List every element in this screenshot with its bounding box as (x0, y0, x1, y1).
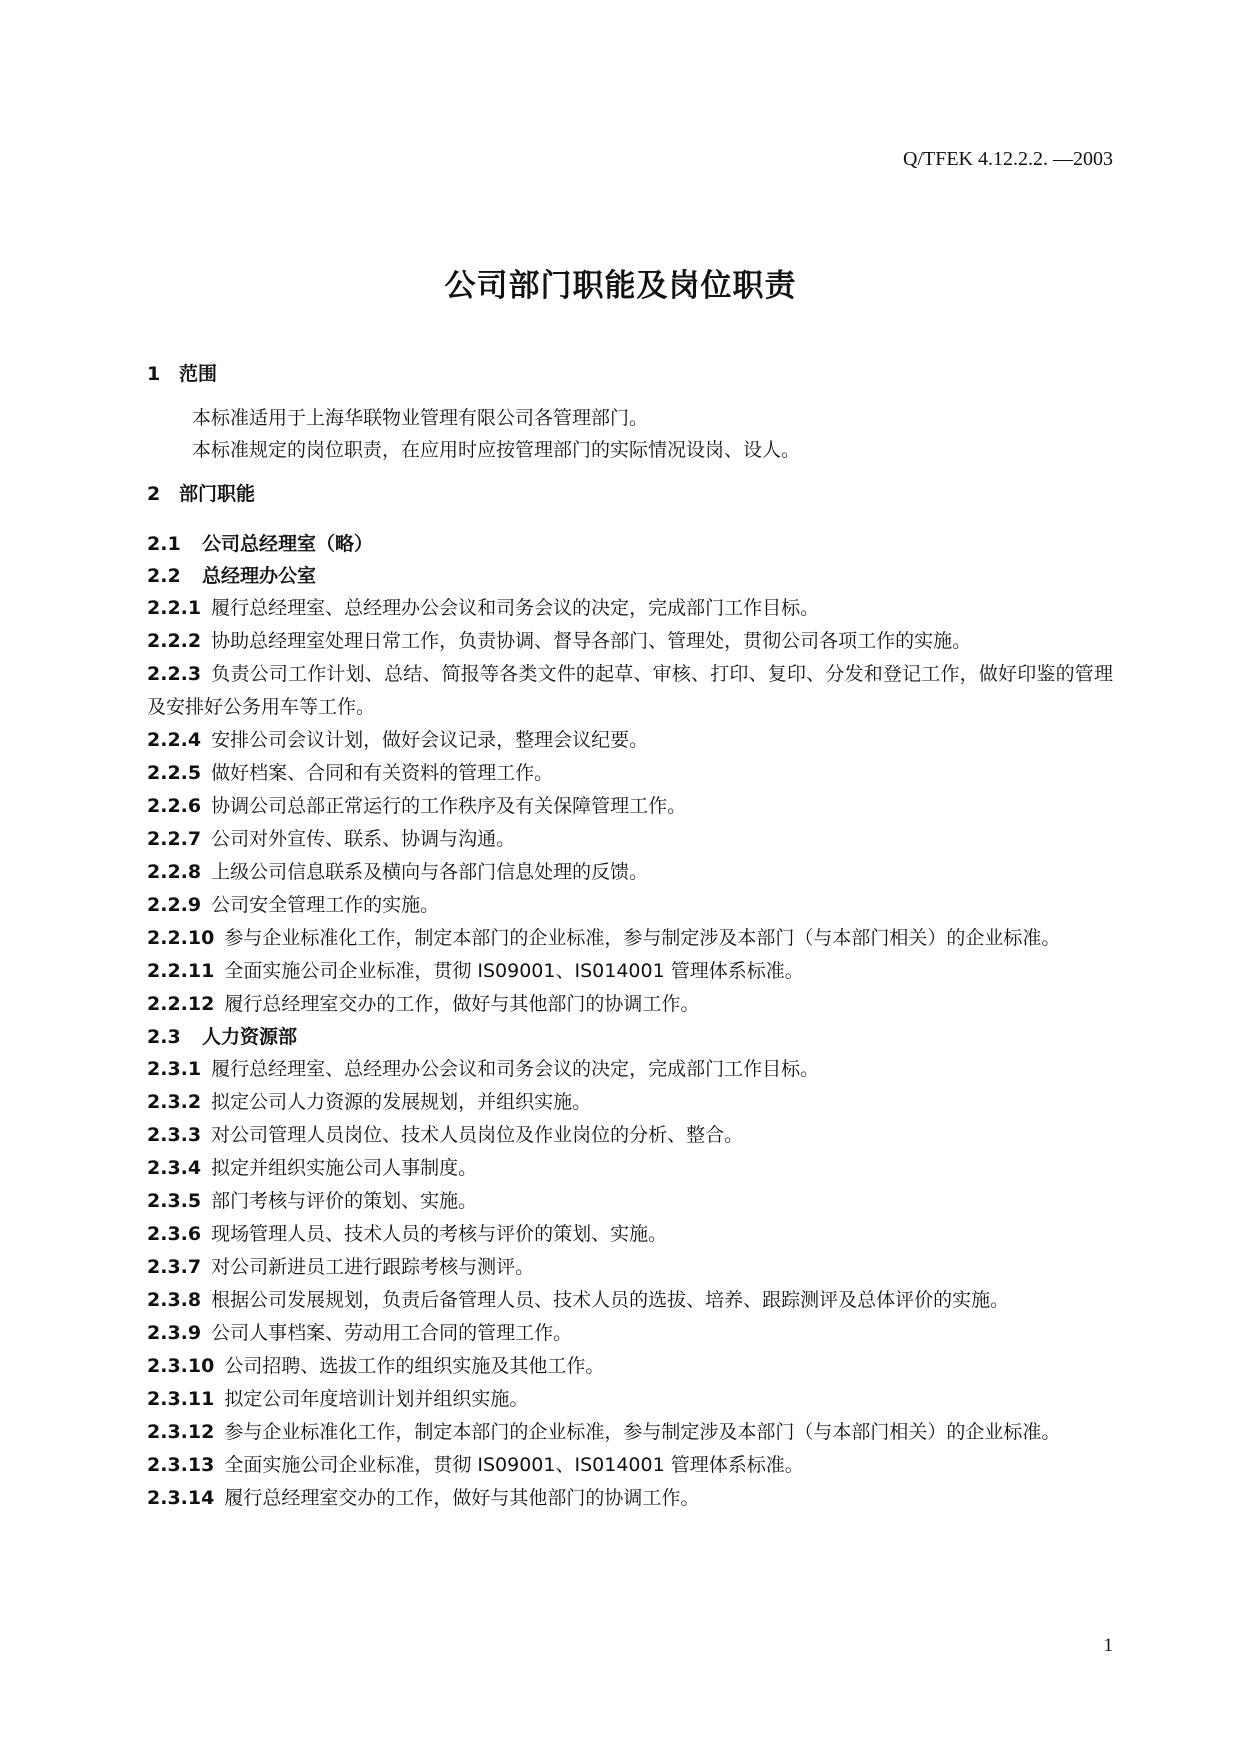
list-item (147, 658, 1113, 724)
subsection-number: 2.3 (147, 1026, 181, 1048)
item-text: 参与企业标准化工作，制定本部门的企业标准，参与制定涉及本部门（与本部门相关）的企业标准。 (224, 927, 1061, 949)
item-number: 2.3.1 (147, 1058, 202, 1080)
item-text: 公司招聘、选拔工作的组织实施及其他工作。 (224, 1355, 605, 1377)
list-item (147, 988, 1113, 1021)
item-number: 2.3.13 (147, 1454, 215, 1476)
document-code: Q/TFEK 4.12.2.2. —2003 (903, 148, 1113, 170)
subsection-number: 2.1 (147, 533, 181, 555)
item-number: 2.2.10 (147, 927, 215, 949)
list-item (147, 922, 1113, 955)
item-number: 2.2.8 (147, 861, 202, 883)
list-item (147, 1317, 1113, 1350)
list-item (147, 625, 1113, 658)
section-heading-scope (147, 358, 1113, 390)
item-text: 拟定公司年度培训计划并组织实施。 (224, 1388, 529, 1410)
item-text: 参与企业标准化工作，制定本部门的企业标准，参与制定涉及本部门（与本部门相关）的企业标准。 (224, 1421, 1061, 1443)
scope-paragraph: 本标准规定的岗位职责，在应用时应按管理部门的实际情况设岗、设人。 (192, 439, 801, 461)
document-title: 公司部门职能及岗位职责 (444, 268, 797, 304)
item-text: 履行总经理室交办的工作，做好与其他部门的协调工作。 (224, 993, 700, 1015)
item-text: 对公司新进员工进行跟踪考核与测评。 (211, 1256, 535, 1278)
subsection-title: 人力资源部 (202, 1026, 298, 1048)
item-number: 2.3.7 (147, 1256, 202, 1278)
list-item (147, 790, 1113, 823)
subsection-title: 总经理办公室 (202, 565, 317, 587)
list-item (147, 1119, 1113, 1152)
item-text: 安排公司会议计划，做好会议记录，整理会议纪要。 (211, 729, 649, 751)
list-item (147, 1449, 1113, 1482)
item-text: 履行总经理室交办的工作，做好与其他部门的协调工作。 (224, 1487, 700, 1509)
section-number: 1 (147, 363, 161, 385)
section-title: 范围 (179, 363, 218, 385)
item-text: 上级公司信息联系及横向与各部门信息处理的反馈。 (211, 861, 649, 883)
list-item (147, 955, 1113, 988)
item-number: 2.2.11 (147, 960, 215, 982)
item-text: 拟定并组织实施公司人事制度。 (211, 1157, 478, 1179)
item-number: 2.3.5 (147, 1190, 202, 1212)
item-number: 2.3.2 (147, 1091, 202, 1113)
list-item (147, 1086, 1113, 1119)
list-item (147, 1185, 1113, 1218)
item-number: 2.3.10 (147, 1355, 215, 1377)
item-number: 2.3.12 (147, 1421, 215, 1443)
item-text: 全面实施公司企业标准，贯彻 IS09001、IS014001 管理体系标准。 (224, 960, 804, 982)
item-number: 2.3.3 (147, 1124, 202, 1146)
item-number: 2.2.4 (147, 729, 202, 751)
human-resources-items (147, 1053, 1113, 1515)
item-number: 2.2.9 (147, 894, 202, 916)
item-text: 对公司管理人员岗位、技术人员岗位及作业岗位的分析、整合。 (211, 1124, 744, 1146)
list-item (147, 1218, 1113, 1251)
item-text: 全面实施公司企业标准，贯彻 IS09001、IS014001 管理体系标准。 (224, 1454, 804, 1476)
item-number: 2.3.6 (147, 1223, 202, 1245)
item-text: 公司安全管理工作的实施。 (211, 894, 440, 916)
page-number: 1 (1103, 1635, 1113, 1656)
list-item (147, 1416, 1113, 1449)
list-item (147, 724, 1113, 757)
item-number: 2.3.8 (147, 1289, 202, 1311)
subsection-heading-human-resources (147, 1021, 1113, 1053)
section-number: 2 (147, 483, 161, 505)
subsection-heading-gm-admin-office (147, 560, 1113, 592)
item-number: 2.2.1 (147, 597, 202, 619)
item-text: 协调公司总部正常运行的工作秩序及有关保障管理工作。 (211, 795, 687, 817)
gm-admin-office-items (147, 592, 1113, 1021)
list-item (147, 889, 1113, 922)
item-number: 2.3.4 (147, 1157, 202, 1179)
item-text: 履行总经理室、总经理办公会议和司务会议的决定，完成部门工作目标。 (211, 597, 820, 619)
item-number: 2.2.6 (147, 795, 202, 817)
item-text: 根据公司发展规划，负责后备管理人员、技术人员的选拔、培养、跟踪测评及总体评价的实施。 (211, 1289, 1010, 1311)
item-text: 协助总经理室处理日常工作，负责协调、督导各部门、管理处，贯彻公司各项工作的实施。 (211, 630, 972, 652)
list-item (147, 823, 1113, 856)
scope-paragraph: 本标准适用于上海华联物业管理有限公司各管理部门。 (192, 407, 649, 429)
item-text: 履行总经理室、总经理办公会议和司务会议的决定，完成部门工作目标。 (211, 1058, 820, 1080)
item-text: 部门考核与评价的策划、实施。 (211, 1190, 478, 1212)
item-text: 负责公司工作计划、总结、简报等各类文件的起草、审核、打印、复印、分发和登记工作，做好印鉴的管理及安排好公务用车等工作。 (147, 663, 1113, 718)
list-item (147, 1350, 1113, 1383)
section-heading-department-functions (147, 478, 1113, 510)
document-body (147, 358, 1113, 1515)
list-item (147, 856, 1113, 889)
list-item (147, 1053, 1113, 1086)
item-text: 公司对外宣传、联系、协调与沟通。 (211, 828, 516, 850)
item-number: 2.3.14 (147, 1487, 215, 1509)
item-number: 2.2.7 (147, 828, 202, 850)
item-text: 做好档案、合同和有关资料的管理工作。 (211, 762, 554, 784)
subsection-number: 2.2 (147, 565, 181, 587)
item-text: 拟定公司人力资源的发展规划，并组织实施。 (211, 1091, 592, 1113)
item-number: 2.3.9 (147, 1322, 202, 1344)
list-item (147, 592, 1113, 625)
item-number: 2.2.12 (147, 993, 215, 1015)
list-item (147, 1251, 1113, 1284)
subsection-heading-gm-office (147, 528, 1113, 560)
item-number: 2.3.11 (147, 1388, 215, 1410)
list-item (147, 757, 1113, 790)
item-text: 公司人事档案、劳动用工合同的管理工作。 (211, 1322, 573, 1344)
list-item (147, 1383, 1113, 1416)
item-number: 2.2.2 (147, 630, 202, 652)
list-item (147, 1482, 1113, 1515)
subsection-title: 公司总经理室（略） (202, 533, 374, 555)
list-item (147, 1152, 1113, 1185)
section-title: 部门职能 (179, 483, 256, 505)
item-number: 2.2.5 (147, 762, 202, 784)
item-number: 2.2.3 (147, 663, 202, 685)
item-text: 现场管理人员、技术人员的考核与评价的策划、实施。 (211, 1223, 668, 1245)
list-item (147, 1284, 1113, 1317)
